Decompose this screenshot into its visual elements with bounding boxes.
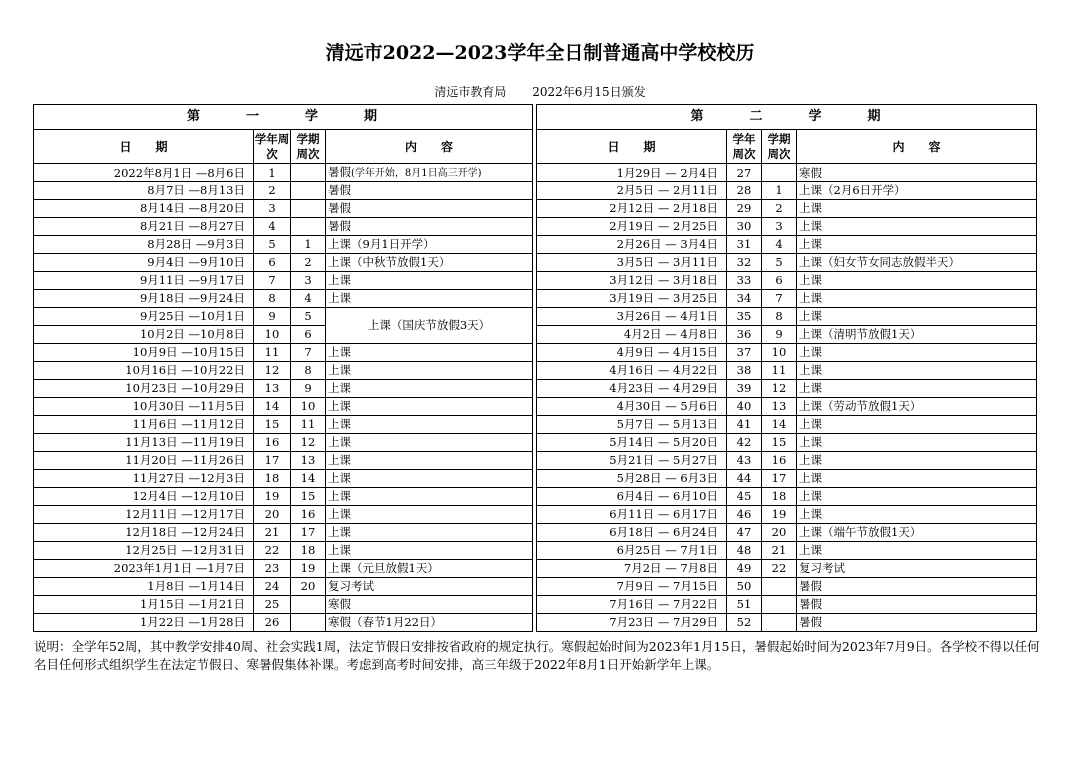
year-week-cell: 52 [727,613,762,631]
date-cell: 2月19日 — 2月25日 [537,217,727,235]
table-row [34,523,533,541]
term-week-cell: 6 [762,271,797,289]
term-week-cell: 3 [762,217,797,235]
year-week-cell: 15 [254,415,291,433]
content-cell: 暑假 [326,217,533,235]
table-row [34,307,533,325]
table-row [34,217,533,235]
content-cell: 寒假（春节1月22日） [326,613,533,631]
year-week-cell: 28 [727,182,762,200]
content-cell: 暑假 [797,595,1037,613]
semester1-table [33,104,533,632]
content-cell: 上课 [797,487,1037,505]
date-cell: 10月23日 —10月29日 [34,379,254,397]
term-week-cell: 17 [291,523,326,541]
term-week-cell: 10 [291,397,326,415]
year-week-cell: 14 [254,397,291,415]
term-week-cell: 1 [291,235,326,253]
date-cell: 2023年1月1日 —1月7日 [34,559,254,577]
date-cell: 8月7日 —8月13日 [34,182,254,200]
term-week-cell: 4 [291,289,326,307]
term-week-cell [762,164,797,182]
table-row [34,379,533,397]
date-cell: 10月9日 —10月15日 [34,343,254,361]
content-cell: 上课（劳动节放假1天） [797,397,1037,415]
year-week-header: 学年周次 [727,130,762,164]
term-week-cell [762,577,797,595]
year-week-cell: 36 [727,325,762,343]
content-cell: 上课 [797,469,1037,487]
date-cell: 6月11日 — 6月17日 [537,505,727,523]
table-row [537,559,1037,577]
year-week-cell: 12 [254,361,291,379]
date-cell: 8月14日 —8月20日 [34,199,254,217]
content-note: (学年开始，8月1日高三开学) [351,167,482,179]
term-week-cell: 18 [762,487,797,505]
content-cell: 上课（端午节放假1天） [797,523,1037,541]
table-row [34,541,533,559]
year-week-cell: 27 [727,164,762,182]
table-row [34,505,533,523]
date-cell: 12月4日 —12月10日 [34,487,254,505]
content-cell: 上课（清明节放假1天） [797,325,1037,343]
year-week-cell: 13 [254,379,291,397]
content-cell: 上课 [797,217,1037,235]
content-cell: 上课 [797,451,1037,469]
date-cell: 3月19日 — 3月25日 [537,289,727,307]
year-week-cell: 4 [254,217,291,235]
issuer: 清远市教育局 [434,85,507,99]
table-row [34,613,533,631]
table-row [537,433,1037,451]
year-week-cell: 30 [727,217,762,235]
term-week-cell: 9 [291,379,326,397]
year-week-cell: 16 [254,433,291,451]
date-cell: 9月25日 —10月1日 [34,307,254,325]
table-row [537,289,1037,307]
table-row [537,361,1037,379]
content-cell: 上课 [326,487,533,505]
year-week-cell: 32 [727,253,762,271]
semester2-table [536,104,1037,632]
year-week-cell: 24 [254,577,291,595]
term-week-cell [762,613,797,631]
table-row [537,541,1037,559]
content-cell: 上课 [326,451,533,469]
date-cell: 5月14日 — 5月20日 [537,433,727,451]
content-cell: 上课（中秋节放假1天） [326,253,533,271]
term-week-cell: 12 [762,379,797,397]
date-cell: 3月12日 — 3月18日 [537,271,727,289]
content-header: 内 容 [326,130,533,164]
issue-date: 2022年6月15日颁发 [532,85,646,99]
issue-line [0,83,1080,100]
table-row [34,451,533,469]
content-cell: 上课 [797,199,1037,217]
term-week-header: 学期周次 [291,130,326,164]
term-week-header: 学期周次 [762,130,797,164]
year-week-cell: 3 [254,199,291,217]
table-row [537,469,1037,487]
term-week-cell: 13 [762,397,797,415]
content-cell: 上课 [797,343,1037,361]
table-row [537,164,1037,182]
date-cell: 4月23日 — 4月29日 [537,379,727,397]
content-cell: 上课 [326,433,533,451]
semester1-title: 第一学期 [34,105,533,130]
date-cell: 8月28日 —9月3日 [34,235,254,253]
term-week-cell: 15 [291,487,326,505]
date-cell: 1月15日 —1月21日 [34,595,254,613]
year-week-cell: 25 [254,595,291,613]
table-row [34,343,533,361]
year-week-cell: 18 [254,469,291,487]
year-week-cell: 47 [727,523,762,541]
content-cell: 上课（妇女节女同志放假半天） [797,253,1037,271]
year-week-cell: 49 [727,559,762,577]
term-week-cell: 20 [291,577,326,595]
term-week-cell: 8 [762,307,797,325]
term-week-cell: 2 [291,253,326,271]
date-cell: 4月9日 — 4月15日 [537,343,727,361]
year-week-header: 学年周次 [254,130,291,164]
date-cell: 12月18日 —12月24日 [34,523,254,541]
year-week-cell: 51 [727,595,762,613]
content-cell: 上课 [326,505,533,523]
table-row [537,217,1037,235]
term-week-cell: 8 [291,361,326,379]
year-week-cell: 10 [254,325,291,343]
term-week-cell: 11 [291,415,326,433]
term-week-cell: 19 [762,505,797,523]
year-week-cell: 1 [254,164,291,182]
term-week-cell [291,182,326,200]
date-cell: 2月5日 — 2月11日 [537,182,727,200]
term-week-cell: 14 [291,469,326,487]
date-cell: 6月4日 — 6月10日 [537,487,727,505]
year-week-cell: 39 [727,379,762,397]
date-cell: 7月23日 — 7月29日 [537,613,727,631]
date-cell: 4月2日 — 4月8日 [537,325,727,343]
term-week-cell: 14 [762,415,797,433]
term-week-cell: 1 [762,182,797,200]
year-week-cell: 44 [727,469,762,487]
table-row [34,559,533,577]
year-week-cell: 2 [254,182,291,200]
date-cell: 1月22日 —1月28日 [34,613,254,631]
calendar-grid [33,104,1037,632]
content-cell: 上课（9月1日开学） [326,235,533,253]
year-week-cell: 9 [254,307,291,325]
term-week-cell: 9 [762,325,797,343]
content-cell: 暑假 [797,577,1037,595]
table-row [34,397,533,415]
term-week-cell: 22 [762,559,797,577]
date-cell: 5月21日 — 5月27日 [537,451,727,469]
year-week-cell: 5 [254,235,291,253]
term-week-cell: 16 [762,451,797,469]
content-cell: 上课 [797,505,1037,523]
table-row [34,253,533,271]
content-cell: 上课 [797,415,1037,433]
year-week-cell: 11 [254,343,291,361]
content-cell: 上课 [326,379,533,397]
date-cell: 12月11日 —12月17日 [34,505,254,523]
table-row [34,415,533,433]
year-week-cell: 33 [727,271,762,289]
table-row [34,433,533,451]
year-week-cell: 31 [727,235,762,253]
year-week-cell: 20 [254,505,291,523]
term-week-cell: 17 [762,469,797,487]
year-week-cell: 23 [254,559,291,577]
date-cell: 8月21日 —8月27日 [34,217,254,235]
date-cell: 11月27日 —12月3日 [34,469,254,487]
term-week-cell [291,595,326,613]
content-cell: 寒假 [797,164,1037,182]
table-row [537,271,1037,289]
date-cell: 9月11日 —9月17日 [34,271,254,289]
term-week-cell: 2 [762,199,797,217]
table-row [34,361,533,379]
date-cell: 3月26日 — 4月1日 [537,307,727,325]
year-week-cell: 35 [727,307,762,325]
content-cell: 暑假 [326,182,533,200]
year-week-cell: 43 [727,451,762,469]
content-text: 暑假 [328,164,351,179]
content-cell: 上课 [797,307,1037,325]
table-row [537,451,1037,469]
year-week-cell: 37 [727,343,762,361]
date-cell: 4月30日 — 5月6日 [537,397,727,415]
year-week-cell: 8 [254,289,291,307]
date-header: 日 期 [537,130,727,164]
term-week-cell [762,595,797,613]
year-week-cell: 22 [254,541,291,559]
table-row [537,343,1037,361]
table-row [537,505,1037,523]
content-cell: 上课 [797,379,1037,397]
date-cell: 12月25日 —12月31日 [34,541,254,559]
content-cell: 寒假 [326,595,533,613]
year-week-cell: 26 [254,613,291,631]
table-row [537,235,1037,253]
content-cell: 上课 [326,523,533,541]
term-week-cell [291,199,326,217]
content-cell: 复习考试 [797,559,1037,577]
content-cell: 上课 [326,343,533,361]
date-cell: 9月18日 —9月24日 [34,289,254,307]
date-cell: 4月16日 — 4月22日 [537,361,727,379]
footnote: 说明：全学年52周，其中教学安排40周、社会实践1周，法定节假日安排按省政府的规定执行。寒假起始时间为2023年1月15日，暑假起始时间为2023年7月9日。各学校不得以任何名目任何形式组织学生在法定节假日、寒暑假集体补课。考虑到高考时间安排，高三年级于2022年8月1日开始新学年上课。 [34,639,1040,672]
content-cell: 上课 [326,289,533,307]
content-cell: 上课 [326,469,533,487]
page-title: 清远市2022—2023学年全日制普通高中学校校历 [325,42,755,64]
content-cell: 暑假 [326,199,533,217]
term-week-cell: 5 [291,307,326,325]
year-week-cell: 42 [727,433,762,451]
table-row [34,271,533,289]
date-cell: 2月12日 — 2月18日 [537,199,727,217]
term-week-cell: 15 [762,433,797,451]
term-week-cell: 7 [762,289,797,307]
date-cell: 2月26日 — 3月4日 [537,235,727,253]
term-week-cell: 12 [291,433,326,451]
table-row [537,253,1037,271]
table-row [537,307,1037,325]
term-week-cell: 4 [762,235,797,253]
year-week-cell: 19 [254,487,291,505]
content-header: 内 容 [797,130,1037,164]
content-cell: 上课 [797,361,1037,379]
content-cell: 上课 [797,271,1037,289]
year-week-cell: 38 [727,361,762,379]
content-cell: 暑假 [797,613,1037,631]
year-week-cell: 17 [254,451,291,469]
date-cell: 7月16日 — 7月22日 [537,595,727,613]
table-row [537,182,1037,200]
date-cell: 1月8日 —1月14日 [34,577,254,595]
date-cell: 10月2日 —10月8日 [34,325,254,343]
table-row [34,182,533,200]
year-week-cell: 41 [727,415,762,433]
date-cell: 10月16日 —10月22日 [34,361,254,379]
date-cell: 11月20日 —11月26日 [34,451,254,469]
term-week-cell: 5 [762,253,797,271]
year-week-cell: 50 [727,577,762,595]
content-cell [326,164,533,182]
term-week-cell: 6 [291,325,326,343]
term-week-cell: 11 [762,361,797,379]
date-cell: 7月9日 — 7月15日 [537,577,727,595]
content-cell: 上课 [326,415,533,433]
term-week-cell [291,613,326,631]
date-cell: 9月4日 —9月10日 [34,253,254,271]
date-cell: 7月2日 — 7月8日 [537,559,727,577]
year-week-cell: 40 [727,397,762,415]
content-cell: 上课 [326,541,533,559]
table-row [537,595,1037,613]
term-week-cell: 7 [291,343,326,361]
term-week-cell: 19 [291,559,326,577]
table-row [34,164,533,182]
date-cell: 2022年8月1日 —8月6日 [34,164,254,182]
term-week-cell: 3 [291,271,326,289]
table-row [537,199,1037,217]
date-cell: 11月13日 —11月19日 [34,433,254,451]
content-cell: 复习考试 [326,577,533,595]
content-cell: 上课 [326,397,533,415]
date-cell: 1月29日 — 2月4日 [537,164,727,182]
term-week-cell [291,164,326,182]
date-cell: 11月6日 —11月12日 [34,415,254,433]
date-cell: 5月7日 — 5月13日 [537,415,727,433]
content-cell: 上课（2月6日开学） [797,182,1037,200]
year-week-cell: 6 [254,253,291,271]
term-week-cell: 13 [291,451,326,469]
year-week-cell: 21 [254,523,291,541]
table-row [537,487,1037,505]
date-cell: 10月30日 —11月5日 [34,397,254,415]
content-cell: 上课 [797,289,1037,307]
content-cell: 上课 [797,433,1037,451]
table-row [537,613,1037,631]
date-cell: 6月25日 — 7月1日 [537,541,727,559]
table-row [34,235,533,253]
table-row [537,397,1037,415]
table-row [537,415,1037,433]
year-week-cell: 29 [727,199,762,217]
table-row [34,289,533,307]
term-week-cell: 10 [762,343,797,361]
content-cell: 上课（国庆节放假3天） [326,307,533,343]
table-row [537,325,1037,343]
term-week-cell: 20 [762,523,797,541]
table-row [34,469,533,487]
table-row [34,577,533,595]
table-row [537,577,1037,595]
table-row [537,523,1037,541]
term-week-cell [291,217,326,235]
content-cell: 上课 [326,271,533,289]
table-row [537,379,1037,397]
term-week-cell: 16 [291,505,326,523]
table-row [34,199,533,217]
content-cell: 上课（元旦放假1天） [326,559,533,577]
date-cell: 3月5日 — 3月11日 [537,253,727,271]
term-week-cell: 18 [291,541,326,559]
table-row [34,595,533,613]
content-cell: 上课 [326,361,533,379]
date-cell: 5月28日 — 6月3日 [537,469,727,487]
content-cell: 上课 [797,541,1037,559]
content-cell: 上课 [797,235,1037,253]
term-week-cell: 21 [762,541,797,559]
year-week-cell: 45 [727,487,762,505]
year-week-cell: 48 [727,541,762,559]
year-week-cell: 46 [727,505,762,523]
date-header: 日 期 [34,130,254,164]
year-week-cell: 34 [727,289,762,307]
year-week-cell: 7 [254,271,291,289]
semester2-title: 第二学期 [537,105,1037,130]
table-row [34,487,533,505]
date-cell: 6月18日 — 6月24日 [537,523,727,541]
